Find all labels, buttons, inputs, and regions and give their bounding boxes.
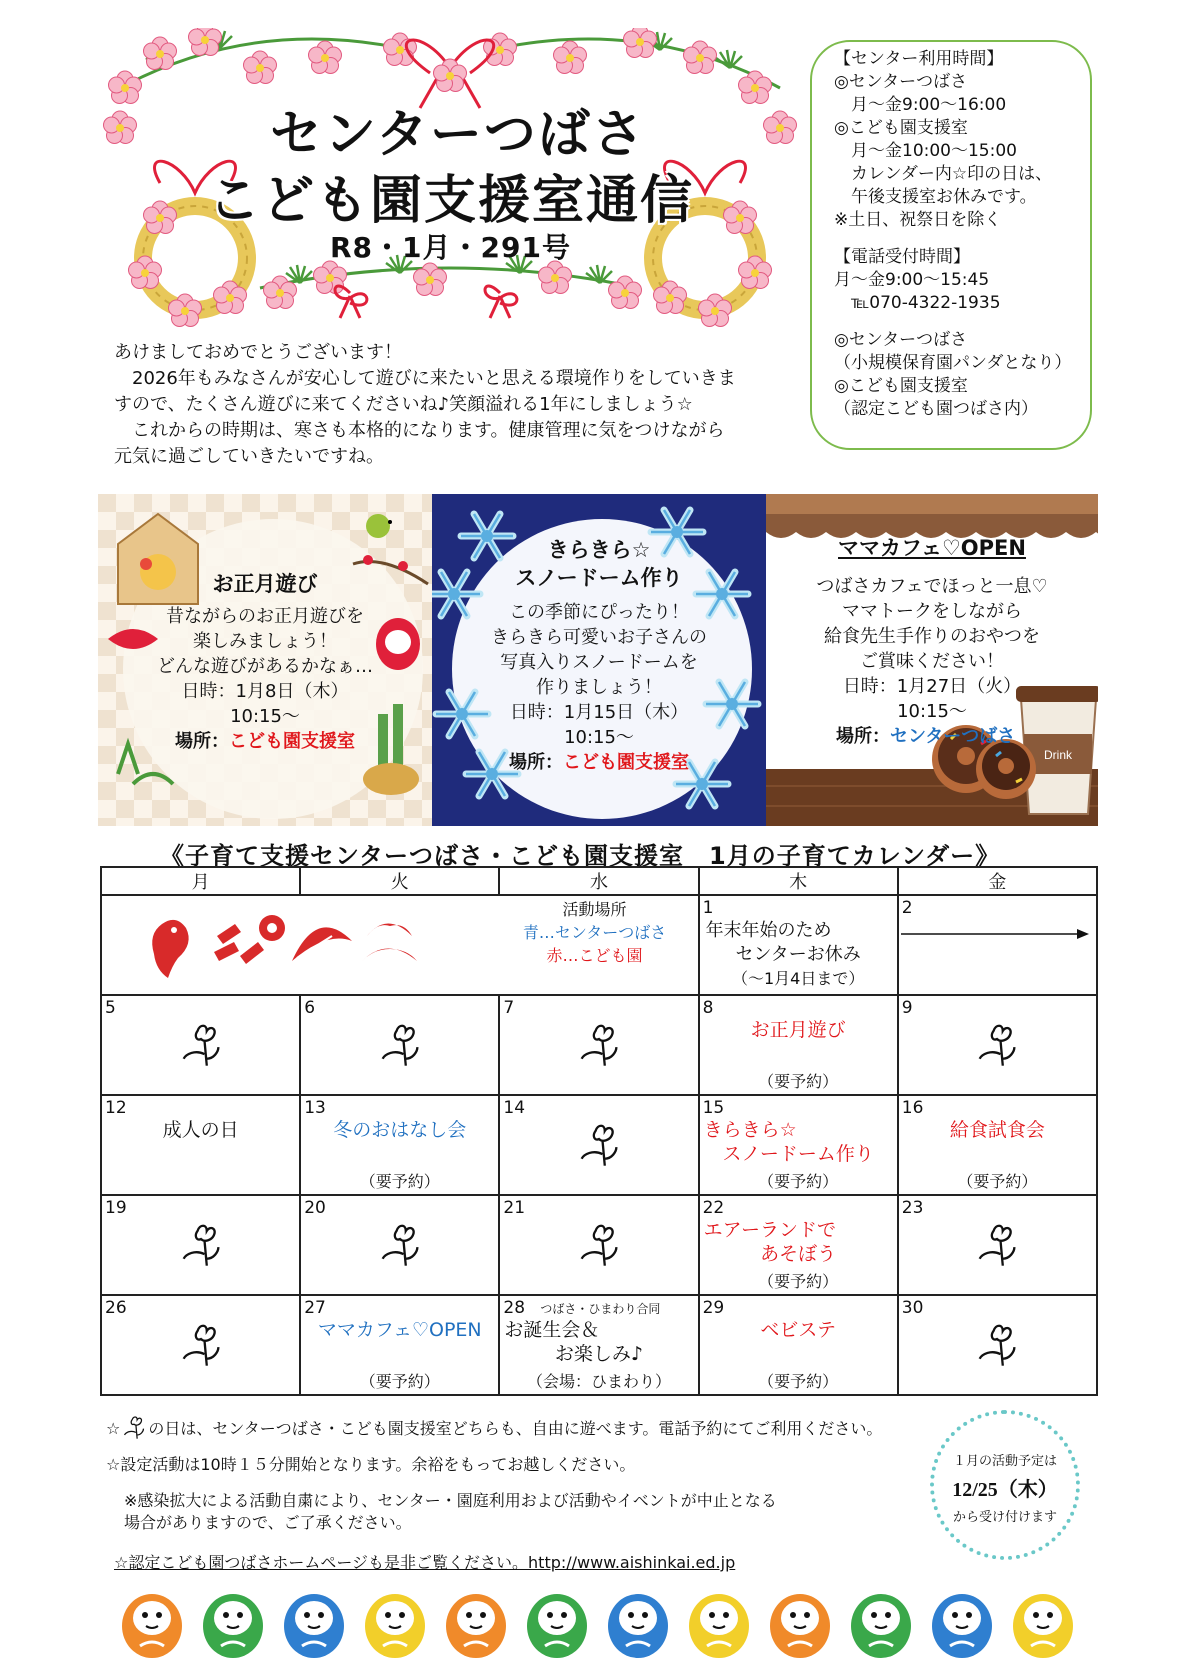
- new-year-icons: [142, 906, 442, 986]
- reservation-note: （要予約）: [957, 1172, 1038, 1191]
- info-line: カレンダー内☆印の日は、: [834, 164, 1053, 184]
- free-play-icon: [378, 1224, 422, 1268]
- day-number: 20: [304, 1198, 326, 1218]
- calendar-day-cell: [499, 995, 698, 1095]
- daruma-icon: [851, 1594, 911, 1658]
- phone-number[interactable]: ℡070-4322-1935: [834, 293, 1001, 313]
- daruma-icon: [689, 1594, 749, 1658]
- free-play-icon: [577, 1124, 621, 1168]
- weekday-header: 木: [699, 867, 898, 895]
- reservation-note: （会場：ひまわり）: [526, 1372, 671, 1391]
- panel-place: [98, 729, 432, 754]
- daruma-row: [116, 1578, 1096, 1660]
- day-number: 22: [702, 1198, 725, 1218]
- calendar-day-cell: [300, 1095, 499, 1195]
- legend-blue: 青…センターつばさ: [522, 923, 667, 942]
- issue-number: R8・1月・291号: [330, 231, 571, 264]
- panel-place: [432, 750, 766, 775]
- info-box: [810, 40, 1092, 450]
- day-number: 29: [702, 1298, 725, 1318]
- day-event: スノードーム作り: [722, 1143, 874, 1165]
- greeting-line: 元気に過ごしていきたいですね。: [114, 446, 384, 467]
- note-text: の日は、センターつばさ・こども園支援室どちらも、自由に遊べます。電話予約にてご利用ください。: [148, 1419, 883, 1438]
- info-line: ◎こども園支援室: [834, 376, 968, 396]
- note-start-time: ☆設定活動は10時１５分開始となります。余裕をもってお越しください。: [106, 1455, 636, 1474]
- note-free-play: [106, 1416, 882, 1440]
- reservation-note: （要予約）: [758, 1272, 839, 1291]
- day-number: 8: [702, 998, 714, 1018]
- reservation-note: （要予約）: [359, 1172, 440, 1191]
- daruma-icon: [446, 1594, 506, 1658]
- place-label: 場所：: [509, 752, 563, 773]
- note-star: ☆: [106, 1419, 121, 1438]
- free-play-icon: [179, 1224, 223, 1268]
- note-cancellation: 場合がありますので、ご了承ください。: [124, 1513, 412, 1532]
- calendar-day-cell: [898, 1195, 1097, 1295]
- free-play-icon: [120, 1416, 148, 1440]
- day-event: お正月遊び: [750, 1019, 846, 1041]
- event-panel-new-year: [98, 494, 432, 826]
- greeting-line: すので、たくさん遊びに来てくださいね♪笑顔溢れる1年にしましょう☆: [114, 394, 693, 415]
- panel-date: 日時：1月8日（木）: [181, 681, 349, 702]
- day-number: 21: [503, 1198, 526, 1218]
- calendar-day-cell: [499, 1095, 698, 1195]
- panel-date: 日時：1月15日（木）: [509, 702, 689, 723]
- badge-date: 12/25（木）: [952, 1479, 1058, 1501]
- place-label: 場所：: [175, 731, 229, 752]
- free-play-icon: [975, 1324, 1019, 1368]
- day-number: 7: [503, 998, 515, 1018]
- calendar-day-cell: [499, 1195, 698, 1295]
- day-event: 給食試食会: [949, 1119, 1045, 1141]
- daruma-icon: [1013, 1594, 1073, 1658]
- daruma-icon: [365, 1594, 425, 1658]
- info-line: 月～金9:00～16:00: [834, 95, 1007, 115]
- calendar-table: [100, 866, 1098, 1396]
- panel-title: お正月遊び: [212, 572, 318, 596]
- panel-line: きらきら可愛いお子さんの: [491, 627, 707, 648]
- calendar-day-cell: [898, 995, 1097, 1095]
- info-line: ◎センターつばさ: [834, 330, 968, 350]
- day-number: 23: [901, 1198, 924, 1218]
- day-event: 冬のおはなし会: [333, 1119, 467, 1141]
- cup-label: Drink: [1043, 748, 1073, 762]
- daruma-icon: [608, 1594, 668, 1658]
- day-number: 2: [901, 898, 913, 918]
- calendar-day-cell: [699, 1195, 898, 1295]
- calendar-week-row: [101, 1295, 1097, 1395]
- newsletter-title-line1: センターつばさ: [270, 105, 646, 165]
- info-line: 午後支援室お休みです。: [834, 187, 1037, 207]
- info-line: 【電話受付時間】: [834, 247, 970, 267]
- calendar-week-row: [101, 1095, 1097, 1195]
- calendar-day-cell: [898, 1095, 1097, 1195]
- reservation-note: （要予約）: [758, 1372, 839, 1391]
- panel-title: ママカフェ♡OPEN: [838, 536, 1026, 560]
- greeting-line: あけましておめでとうございます！: [114, 342, 402, 363]
- info-line: （認定こども園つばさ内）: [834, 399, 1038, 419]
- info-line: ※土日、祝祭日を除く: [834, 210, 1002, 230]
- calendar-day-cell: [699, 995, 898, 1095]
- day-number: 27: [304, 1298, 326, 1318]
- free-play-icon: [577, 1224, 621, 1268]
- arrow-right-icon: [899, 926, 1094, 942]
- calendar-day-cell: [101, 1195, 300, 1295]
- calendar-title: 《子育て支援センターつばさ・こども園支援室 1月の子育てカレンダー》: [160, 842, 1001, 870]
- panel-line: 楽しみましょう！: [193, 631, 337, 652]
- reservation-badge: [930, 1410, 1080, 1560]
- info-line: （小規模保育園パンダとなり）: [834, 353, 1072, 373]
- calendar-day-cell: [300, 995, 499, 1095]
- panel-line: 給食先生手作りのおやつを: [824, 626, 1040, 647]
- daruma-icon: [203, 1594, 263, 1658]
- daruma-icon: [527, 1594, 587, 1658]
- panel-line: この季節にぴったり！: [509, 602, 689, 623]
- panel-title: きらきら☆: [547, 538, 651, 562]
- info-line: ◎こども園支援室: [834, 118, 968, 138]
- panel-place: [836, 724, 1015, 749]
- event-panel-mama-cafe: [766, 494, 1098, 826]
- day-number: 5: [105, 998, 116, 1018]
- calendar-week-row: [101, 895, 1097, 995]
- day-event: ママカフェ♡OPEN: [317, 1319, 482, 1341]
- greeting-text: [114, 340, 794, 470]
- reservation-note: （要予約）: [359, 1372, 440, 1391]
- calendar-day-cell: [101, 995, 300, 1095]
- weekday-header: 金: [898, 867, 1097, 895]
- day-number: 30: [901, 1298, 924, 1318]
- calendar-day-cell: [699, 895, 898, 995]
- weekday-header: 月: [101, 867, 300, 895]
- panel-line: 作りましょう！: [536, 677, 662, 698]
- panel-line: ママトークをしながら: [842, 601, 1022, 622]
- badge-line: から受け付けます: [952, 1510, 1057, 1525]
- reservation-note: （要予約）: [758, 1172, 839, 1191]
- info-line: 月～金9:00～15:45: [834, 270, 990, 290]
- day-event: 年末年始のため: [705, 920, 832, 941]
- day-event: お楽しみ♪: [554, 1343, 644, 1365]
- day-number: 28: [503, 1298, 526, 1318]
- free-play-icon: [577, 1024, 621, 1068]
- badge-line: １月の活動予定は: [952, 1454, 1057, 1469]
- place-name: センターつばさ: [890, 726, 1016, 747]
- day-note: （～1月4日まで）: [731, 969, 865, 988]
- newsletter-title-line2: こども園支援室通信: [208, 171, 695, 231]
- day-event: お誕生会＆: [504, 1319, 600, 1341]
- panel-time: 10:15～: [230, 706, 300, 727]
- calendar-week-row: [101, 1195, 1097, 1295]
- calendar-day-cell: [699, 1095, 898, 1195]
- reservation-note: （要予約）: [758, 1072, 839, 1091]
- calendar-day-cell: [101, 1295, 300, 1395]
- day-event: エアーランドで: [703, 1219, 836, 1241]
- greeting-line: 2026年もみなさんが安心して遊びに来たいと思える環境作りをしていきま: [114, 368, 736, 389]
- day-number: 15: [702, 1098, 725, 1118]
- calendar-day-cell: [699, 1295, 898, 1395]
- day-number: 9: [901, 998, 913, 1018]
- daruma-icon: [284, 1594, 344, 1658]
- calendar-day-cell: [898, 895, 1097, 995]
- calendar-week-row: [101, 995, 1097, 1095]
- day-number: 6: [304, 998, 316, 1018]
- panel-line: どんな遊びがあるかなぁ…: [157, 656, 373, 677]
- day-number: 12: [105, 1098, 127, 1118]
- day-event: 成人の日: [162, 1119, 239, 1141]
- free-play-icon: [378, 1024, 422, 1068]
- calendar-legend-cell: [101, 895, 699, 995]
- day-subnote: つばさ・ひまわり合同: [540, 1302, 661, 1316]
- calendar-day-cell: [898, 1295, 1097, 1395]
- note-cancellation: ※感染拡大による活動自粛により、センター・園庭利用および活動やイベントが中止となる: [124, 1491, 777, 1510]
- calendar-day-cell: [300, 1295, 499, 1395]
- day-event: ベビステ: [760, 1319, 836, 1341]
- place-label: 場所：: [836, 726, 890, 747]
- calendar-day-cell: [101, 1095, 300, 1195]
- day-number: 19: [105, 1198, 127, 1218]
- day-event: センターお休み: [735, 944, 861, 965]
- weekday-header: 火: [300, 867, 499, 895]
- day-number: 13: [304, 1098, 326, 1118]
- info-line: ◎センターつばさ: [834, 72, 968, 92]
- legend-heading: 活動場所: [562, 900, 627, 919]
- place-name: こども園支援室: [229, 731, 355, 752]
- legend-red: 赤…こども園: [546, 946, 643, 965]
- weekday-header: 水: [499, 867, 698, 895]
- info-line: 月～金10:00～15:00: [834, 141, 1017, 161]
- homepage-link[interactable]: ☆認定こども園つばさホームページも是非ご覧ください。http://www.aishinkai.ed.jp: [114, 1553, 736, 1572]
- panel-line: つばさカフェでほっと一息♡: [816, 576, 1048, 597]
- greeting-line: これからの時期は、寒さも本格的になります。健康管理に気をつけながら: [114, 420, 725, 441]
- free-play-icon: [179, 1024, 223, 1068]
- day-event: きらきら☆: [703, 1119, 797, 1141]
- calendar-day-cell: [300, 1195, 499, 1295]
- daruma-icon: [770, 1594, 830, 1658]
- panel-line: 昔ながらのお正月遊びを: [166, 606, 364, 627]
- panel-line: 写真入りスノードームを: [500, 652, 698, 673]
- day-number: 16: [901, 1098, 924, 1118]
- panel-title: スノードーム作り: [515, 566, 683, 590]
- panel-time: 10:15～: [897, 701, 967, 722]
- panel-line: ご賞味ください！: [860, 651, 1004, 672]
- free-play-icon: [179, 1324, 223, 1368]
- day-number: 26: [105, 1298, 127, 1318]
- daruma-icon: [932, 1594, 992, 1658]
- event-panel-snow-dome: [432, 494, 766, 826]
- calendar-day-cell: [499, 1295, 698, 1395]
- day-number: 14: [503, 1098, 526, 1118]
- info-line: 【センター利用時間】: [834, 49, 1004, 69]
- free-play-icon: [975, 1224, 1019, 1268]
- daruma-icon: [122, 1594, 182, 1658]
- panel-date: 日時：1月27日（火）: [842, 676, 1022, 697]
- location-legend: [500, 898, 690, 967]
- weekday-header-row: [101, 867, 1097, 895]
- free-play-icon: [975, 1024, 1019, 1068]
- day-event: あそぼう: [760, 1243, 837, 1265]
- panel-time: 10:15～: [564, 727, 634, 748]
- place-name: こども園支援室: [563, 752, 689, 773]
- day-number: 1: [702, 898, 714, 918]
